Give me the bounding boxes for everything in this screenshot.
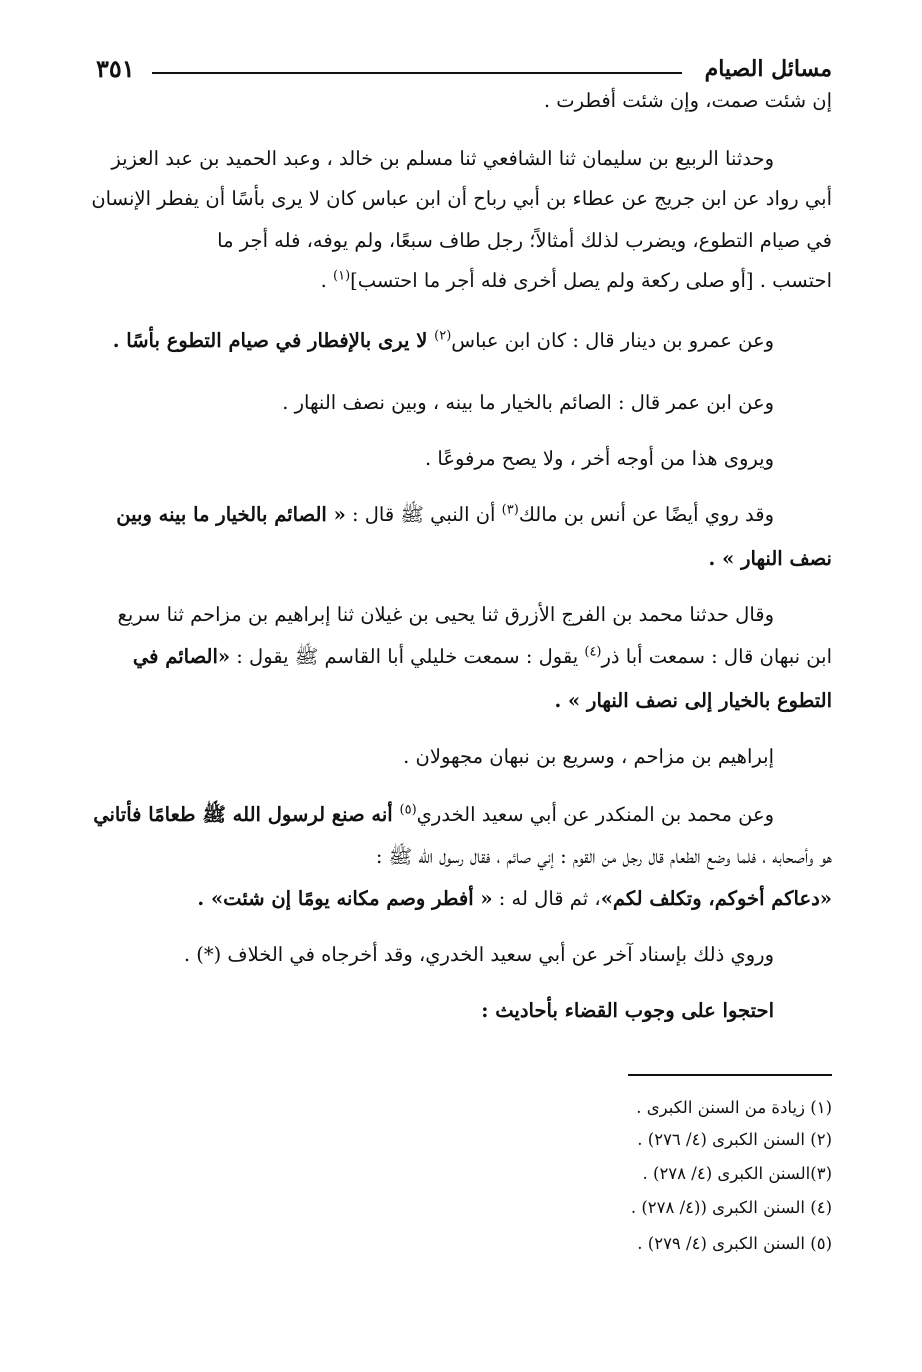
paragraph-1-line-4-end: . bbox=[320, 269, 333, 292]
paragraph-2-part-b: لا يرى بالإفطار في صيام التطوع بأسًا . bbox=[112, 329, 435, 352]
running-title: مسائل الصيام bbox=[704, 56, 832, 82]
paragraph-6-line-1: وقال حدثنا محمد بن الفرج الأزرق ثنا يحيى بن غيلان ثنا إبراهيم بن مزاحم ثنا سريع bbox=[117, 603, 774, 626]
footnote-1: (١) زيادة من السنن الكبرى . bbox=[636, 1098, 832, 1117]
hadith-quote-1: « الصائم بالخيار ما بينه وبين bbox=[116, 503, 346, 526]
footnote-ref-5: (٥) bbox=[399, 802, 417, 818]
paragraph-5-line-2: نصف النهار » . bbox=[708, 547, 832, 570]
paragraph-8-line-2: هو وأصحابه ، فلما وضع الطعام قال رجل من القوم : إني صائم ، فقال رسول الله ﷺ : bbox=[375, 845, 832, 868]
footnote-2: (٢) السنن الكبرى (٤/ ٢٧٦) . bbox=[637, 1130, 832, 1149]
paragraph-2-part-a: وعن عمرو بن دينار قال : كان ابن عباس bbox=[451, 329, 774, 352]
footnote-4: (٤) السنن الكبرى ((٤/ ٢٧٨) . bbox=[630, 1198, 832, 1217]
paragraph-8-part-a: وعن محمد بن المنكدر عن أبي سعيد الخدري bbox=[416, 803, 774, 826]
hadith-quote-4: « أفطر وصم مكانه يومًا إن شئت» . bbox=[197, 887, 493, 910]
paragraph-6-line-2 bbox=[90, 642, 832, 672]
paragraph-1-line-4 bbox=[90, 266, 832, 296]
paragraph-3: وعن ابن عمر قال : الصائم بالخيار ما بينه ، وبين نصف النهار . bbox=[282, 391, 774, 414]
paragraph-1-line-1: وحدثنا الربيع بن سليمان ثنا الشافعي ثنا مسلم بن خالد ، وعبد الحميد بن عبد العزيز bbox=[111, 147, 774, 170]
paragraph-5-part-a: وقد روي أيضًا عن أنس بن مالك bbox=[518, 503, 774, 526]
paragraph-6-part-a: ابن نبهان قال : سمعت أبا ذر bbox=[601, 645, 832, 668]
section-heading: احتجوا على وجوب القضاء بأحاديث : bbox=[481, 999, 774, 1022]
paragraph-2 bbox=[113, 326, 774, 356]
page-number: ٣٥١ bbox=[96, 54, 135, 83]
hadith-quote-3: «دعاكم أخوكم، وتكلف لكم» bbox=[600, 887, 832, 910]
paragraph-6-line-3: التطوع بالخيار إلى نصف النهار » . bbox=[554, 689, 832, 712]
paragraph-6-part-b: يقول : سمعت خليلي أبا القاسم ﷺ يقول : bbox=[230, 645, 585, 668]
paragraph-8-line-3 bbox=[90, 884, 832, 914]
footnote-3: (٣)السنن الكبرى (٤/ ٢٧٨) . bbox=[642, 1164, 832, 1183]
paragraph-1-line-3: في صيام التطوع، ويضرب لذلك أمثالاً؛ رجل طاف سبعًا، ولم يوفه، فله أجر ما bbox=[217, 229, 832, 252]
page-header bbox=[96, 56, 832, 88]
paragraph-8-part-c: ، ثم قال له : bbox=[492, 887, 601, 910]
paragraph-1-line-2: أبي رواد عن ابن جريج عن عطاء بن أبي رباح أن ابن عباس كان لا يرى بأسًا أن يفطر الإنسان bbox=[91, 187, 832, 210]
paragraph-5-line-1 bbox=[116, 500, 774, 530]
footnote-rule bbox=[628, 1074, 832, 1076]
paragraph-8-line-1 bbox=[93, 800, 774, 830]
paragraph-4: ويروى هذا من أوجه أخر ، ولا يصح مرفوعًا . bbox=[424, 447, 774, 470]
header-rule bbox=[152, 72, 682, 74]
hadith-quote-2: «الصائم في bbox=[132, 645, 231, 668]
footnote-ref-3: (٣) bbox=[501, 502, 519, 518]
footnote-ref-4: (٤) bbox=[584, 644, 602, 660]
paragraph-7: إبراهيم بن مزاحم ، وسريع بن نبهان مجهولان . bbox=[403, 745, 774, 768]
footnote-ref-2: (٢) bbox=[434, 328, 452, 344]
footnote-ref-1: (١) bbox=[333, 268, 351, 284]
paragraph-5-part-b: أن النبي ﷺ قال : bbox=[345, 503, 502, 526]
paragraph-9: وروي ذلك بإسناد آخر عن أبي سعيد الخدري، وقد أخرجاه في الخلاف (*) . bbox=[183, 943, 774, 966]
footnote-5: (٥) السنن الكبرى (٤/ ٢٧٩) . bbox=[637, 1234, 832, 1253]
paragraph-8-part-b: أنه صنع لرسول الله ﷺ طعامًا فأتاني bbox=[93, 803, 400, 826]
continuation-line: إن شئت صمت، وإن شئت أفطرت . bbox=[543, 89, 832, 112]
paragraph-1-line-4-text: احتسب . [أو صلى ركعة ولم يصل أخرى فله أجر ما احتسب] bbox=[350, 269, 832, 292]
